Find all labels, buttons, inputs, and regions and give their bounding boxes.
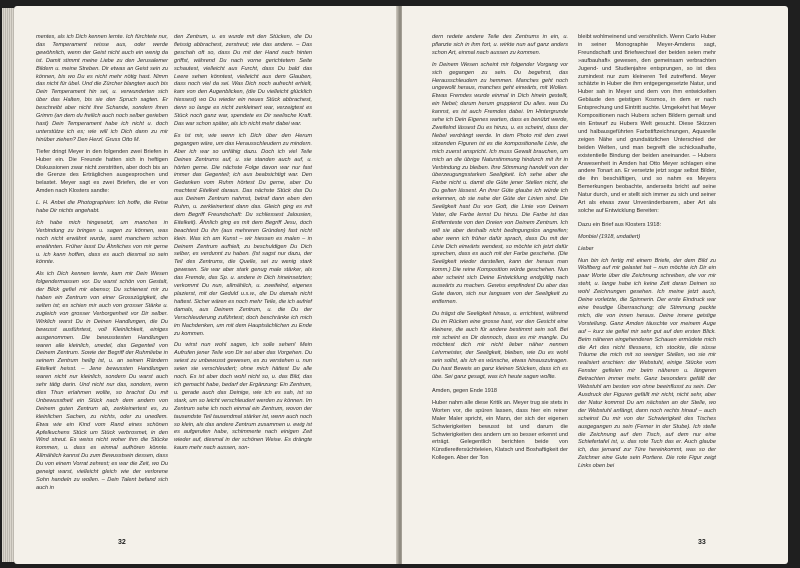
paragraph: In Deinem Wesen scheint mir folgender Vorgang vor sich gegangen zu sein. Du begehrst, das Herausschleudern zu hemmen. Manches geht noch ungewollt heraus, manches geht einwärts, mit Wollen. Etwas Fremdes wurde einmal in Dich hinein gestellt, ein Nebel; darum herum gruppierst Du alles. was Du kannst, es ist auch Fremdes dabei. Im Hintergrunde sehe ich Dein Eigenes warten, dass es benützt werde, Zweifelnd lässest Du es hinzu, u. es scheint, dass der Nebel verdrängt werde. In dem Photo mit den zwei sitzenden Figuren ist es die kompositionelle Linie, die mich zuerst anspricht. Ich muss Gewalt brauchen, um mich an die übrige Naturstimmung hindurch mit ihr in Verbindung zu bleiben. Ihre Stimmung handelt von der überzeugungsstarken Seeligkeit. Ich sehe aber die Farbe nicht u. damit die Güte jener Stellen nicht, die Du gelten lässest. An ihrer Güte glaube ich würde ich erkennen, ob sie nahe der Güte der Linien sind. Die Seeligkeit hast Du von Gott, die Linie von Deinem Vater, die Farbe lernst Du hinzu. Die Farbe ist das Entfernteste von den Dreien von Deinem Zentrum. Ich will sie aber deshalb nicht bedingungslos angreifen; aber wenn ich früher dafür sprach, dass Du mit der Linie Dich einwärts wendest, so möchte ich jetzt dafür sprechen, dass es auch mit der Farbe geschehe. (Die Seeligkeit wieder darstellen, kann der heraus man komm.) Die reine Komposition würde geschehen. Nun aber scheint sich Deine Entwicklung endgültig nach auswärts zu machen. Gewiss empfindest Du aber das Gute davon, sich nur langsam von der Seeligkeit zu entfernen. (432, 61, 568, 305)
right-page (402, 6, 788, 564)
right-page-column-2 (578, 34, 716, 475)
section-heading: Dazu ein Brief aus Klosters 1918: (578, 221, 662, 228)
page-number: 33 (698, 539, 706, 546)
letter-dateline: Monbiel (1918, undatiert) (578, 233, 641, 240)
paragraph: bleibt wohlmeinend und versöhnlich. Wenn Carlo Huber in seiner Monographie Meyer-Amdens sagt, Freundschaft und Briefwechsel der beiden seien mehr »aufbauhaft« gewesen, den gemeinsam verbrachten Jugend- und Studienjahre entsprungen, so ist dies zumindest nur zum kleineren Teil zutreffend. Meyer schätzte in Huber die ihm entgegengesetzte Natur, und Huber sah in Meyer und dem von ihm entwickelten Gebäude den geistigen Kosmos, in dem er nach Entsprechung und Eintritt suchte. Umgekehrt hat Meyer Kompositionen nach Hubers schen Bildern gemalt und ein Entwurf zu Hubers Welt gesucht. Diese Skizzen und halbausgeführten Farbstiftzeichnungen, Aquarelle zeigen Nähe und grundsätzlichen Unterschied der beiden Welten, und man begreift die schicksalhafte, existentielle Bindung der beiden aneinander. – Hubers Anwesenheit in Amden hat Otto Meyer schlagen eine andere Tonart an. Er versetzte jetzt sogar selbst Bilder, die ihn beschäftigen, und so nahm es Meyers Bemerkungen beobachte, anderseits bricht auf seine Natur durch, und er stellt sich immer zu sich und seiner Art als etwas zwar Unveränderbarem, aber Art als solche auf Entwicklung Bereiten: (578, 34, 716, 214)
paragraph: Du wirst nun wohl sagen, ich solle sehen! Mein Aufrufen jener Teile von Dir sei aber das Vorgehen. Du seiest zu unbewusst gewesen, es zu verstehen u. nun seien sie verschleudert; ohne mich hättest Du alle noch. Es ist aber doch wohl nicht so, u. das Bild, das ich gemacht habe, bedarf der Ergänzung: Ein Zentrum, u. gerade auch das Deinige, wie ich es sah, ist so stark, um so leicht verschleudert werden zu können. Im Zentrum sehe ich noch einmal ein Zentrum, wovon der tausendste Teil tausendmal stärker ist, wenn auch noch so klein, als das andere Zentrum zusammen u. ewig ist es aufgerufen habe, schimmerte nach einigen Zeit wieder auf, diesmal in der schönen Weise. Es drängte kaum mehr nach aussen, son- (174, 342, 312, 452)
paragraph: Du trägst die Seeligkeit hinaus, u. errichtest, während Du im Rücken eine grosse hast, vor den Gesicht eine kleinere, die auch für andere bestimmt sein soll. Bei mir scheint es Dir dennoch, dass es mir mangle. Du möchtest dich mir nicht lieber näher nennen Lehrmeister, der Seeligkeit, bleiben, wie Du es wohl sein sollst, als ich es wünsche, etwas hinauszutragen. Du hast Beweis an ganz kleinen Stücken, dass ich es übe. Sei ganz gesagt, was ich heute sagen wollte. (432, 310, 568, 381)
left-page (14, 6, 398, 564)
left-page-column-2 (174, 34, 312, 457)
dateline: Amden, gegen Ende 1918 (432, 387, 498, 394)
paragraph: Nun bin ich fertig mit einem Briefe, der dem Bild zu Wolfberg auf mir gelastet hat – nun möchte ich Dir ein paar Worte über die Zeichnung schreiben, die vor mir steht, u. lange habe ich keine Zeit daran Deinen so wohl Zeichnungen gesehen. Ich meine jetzt auch, Deine vorletzte, die Spinnerin. Der erste Eindruck war eine freudige Überraschung; die Stimmung packte mich, die von innen heraus. Deine innere geistige Vorstellung. Ganz Amden täuschte vor meinem Auge auf – kurz sie gefiel mir sehr gut auf den ersten Blick. Beim näheren eingehenderen Schauen ermüdete mich die Art des nicht fliessens, ich stockte, die süsse Träume die mich mit so weniger Stellen, wo sie mir realisiert erschien: der Webstuhl, einige Stücke vom Fenster gefielen mir beim näheren u. längeren Betrachten immer mehr. Ganz besonders gefällt der Webstuhl am besten von ohne beeinflusst zu sein. Der Ausdruck der Figuren gefällt mir nicht, nicht sehr, aber der Natur kommst Du am nächsten an der Stelle, wo der Webstuhl anfängt, dann noch rechts hinauf – auch scheinst Du mir von der Schwierigkeit des Tisches ausgegangen zu sein (Ferner in der Stube). Ich stelle die Zeichnung auf den Tisch, auf dem nur eine Schiefertafel ist, u. das rote Tuch das er. Auch glaube ich, das jemand zur Türe hereinkommt, was so der Zeichner eine Gute sein Portiere. Die rote Figur zeigt Links oben bei (578, 257, 716, 470)
page-edges (2, 8, 14, 562)
letter-salutation: Lieber (578, 245, 594, 252)
paragraph: Es ist mir, wie wenn ich Dich über den Herum gegangen wäre, um das Herausschleudern zu mindern. Aber ich war so unfähig dazu. Doch ich viel Teile Deines Zentrums auf, u. sie standen auch auf, u. hörten gerne. Die nächste Folge davon war nur fast immer das Gegenteil; ich aus beabsichtigt war. Den Gedanken vom Ruhm hörtest Du gerne, aber Du machtest Eitelkeit daraus. Das nächste Stück das Du aus Deinem Zentrum nahmst, betraf dann eben den Ruhm, u. zerkleinertest dann das. Gleich ging es mit dem Begriff Freundschaft: Du schliessest Jalousien, Eitelkeit). Ähnlich ging es mit dem Begriff Jesu, doch beachtest Du ihn (aus mehreren Gründen) fast nicht klein. Was ich am Kunst – wir hiessen es malen – in Deinem Zentrum aufhielt, zu beschuldigen Du Dich selber, es verdunnt zu haben. (Ist sagst nur dazu, der Teil des Zentrums, die Quelle, sei zu wenig stark gewesen. Sie war aber stark genug male stärker, als das Fremde, das Sp. u. andere in Dich hineinsetzten; verkommt Du nun, allmählich, u. zweifelnd, eigenes plazierst, mit der Geduld u.s.w., die Du damals nicht hattest. Sicher wären es noch mehr Teile, die ich aufrief damals, aus Deinem Zentrum, u. die Du der Verschleuderung zuführtest; doch beschränke ich mich im Nachdenken, um mit dem Hauptsächlichen zu Ende zu kommen. (174, 132, 312, 337)
page-number: 32 (118, 539, 126, 546)
paragraph: dern redete andere Teile des Zentrums in ein, u. pflanzte sich in ihm fort, u. wirkte nun auf ganz anders schon Art, einmal nach aussen zu kommen. (432, 34, 568, 56)
paragraph: Ich habe mich hingesetzt, um manches in Verbindung zu bringen u. sagen zu können, was noch nicht erwähnt wurde, samt manchem schon erwähnten. Früher lasst Du Ähnliches von mir gerne u. ich kann hoffen, dass es auch diesmal so sein könnte. (36, 219, 168, 266)
paragraph: Huber nahm alle diese Kritik an. Meyer trug sie stets in Worten vor, die spüren lassen, dass hier ein reiner Maler Maler spricht, ein Mann, der sich der eigenen Schwierigkeiten bewusst ist und darum die Schwierigkeiten des andern um so besser erkennt und erträgt. Gelegentlich berichten beide von Künstlereifersüchteleien, Klatsch und Boshaftigkeit der Kollegen. Aber der Ton (432, 399, 568, 462)
left-page-column-1 (36, 34, 168, 497)
paragraph: den Zentrum, u. es wurde mit den Stücken, die Du fleissig abbrachest, zerstreut; wie das andere. – Das geschah oft so, dass Du mit der Hand nach hinten griffst, während Du nach vorne gerichtetem Seite schautest, vielleicht aus Furcht, dass Du bald das Leere sehen könntest, vielleicht aus dem Glauben, dass noch viel da sei. Was Dich noch aufrecht erhielt, kam von den Augenblicken, (die Du vielleicht glücklich hiessest) wo Du wieder ein neues Stück abbrachest, denn so lange es nicht zerkleinert war, verzeigtest es Stück noch ganz war, spendete es Dir seelische Kraft. Das war schon später, als ich nicht mehr dabei war. (174, 34, 312, 127)
paragraph: Tiefer dringt Meyer in den folgenden zwei Briefen in Huber ein. Die Freunde hatten sich in heftigen Diskussionen zwar nicht zerstritten, aber doch bis an die Grenze des Erträglichen ausgesprochen und belastet. Meyer sagt es zwei Briefen, die er von Amden nach Klosters sandte: (36, 148, 168, 195)
right-page-column-1 (432, 34, 568, 467)
paragraph: mentes, als ich Dich kennen lernte. Ich fürchtete nur, das Temperament reisse aus, oder werde gewöhnlich, wenn der Geist nicht auch ein wenig da ist. Damit stimmt meine Liebe zu den Jerusalemer Bildern u. meine Streben. Dir etwas an Geist sein zu können, bis wo Du es nicht mehr nötig hast. Nimm das nicht für übel. Und die Zürcher blangten auch bis Dein Temperament hin sei, u. verwunderten sich über das Halten, bis sie den Spruch sagten. Er beschreibt aber nicht ihre Schande, sondern ihren Grimm (an dem du freilich auch noch selber gerieben hast) Dein Temperament habe ich nicht u. doch unterstütze ich es; wie will ich Dich dann zu mir hinüber ziehen? Den Herzl. Gruss Otto M. (36, 34, 168, 143)
paragraph: Als ich Dich kennen lernte, kam mir Dein Wesen folgendermassen vor. Du warst schön von Gestalt, der Blick gefiel mir ebenso; Du schienest mir zu haben ein Zentrum von einer Grosszügigkeit, die selten ist; es schien mir auch von grosser Stärke u. zugleich von grosser Verborgenheit vor Dir selber. Wirklich warst Du in Deinen Handlungen, die Du bewusst ausführtest, voll Kleinlichkeit, einiges ausgenommen. Die bewusstesten Handlungen waren alle kleinlich, unedel, das Gegenteil von Deinem Zentrum. Sowie der Begriff der Ruhmliebe in seinem Zentrum heilig ist, u. an seinen Rändern Eitelkeit heisst. – Jene bewussten Handlungen waren nicht nur kleinlich, sondern Du warst auch sehr tätig darin. Und nicht nur das, sondern, wenn dies Thun erlahmen wollte, so brachst Du mit Unbewusstheit ein Stück nach dem andern von Deinem guten Zentrum ab, zerkleinertest es, zu kleinlichen Sachen, zu nichts, oder zu unedlem. Etwa wie ein Kind vom Rand eines schönen Apfelkuchens Stück um Stück verbrosmet, in den Wind streut. Es weiss nicht woher ihm die Stücke kommen, u. dass es einmal aufhören könnte. Allmählich kannst Du zum Bewusstsein dessen, dass Du von einem Vorrat zehrest; es war die Zeit, wo Du geneigt warst, vielleicht gleich wie der verlorene Sohn handeln zu wollen. – Dein Talent befand sich auch in (36, 271, 168, 491)
paragraph: L. H. Anbei die Photographien: Ich hoffe, die Reise habe Dir nichts angehabt. (36, 200, 168, 215)
